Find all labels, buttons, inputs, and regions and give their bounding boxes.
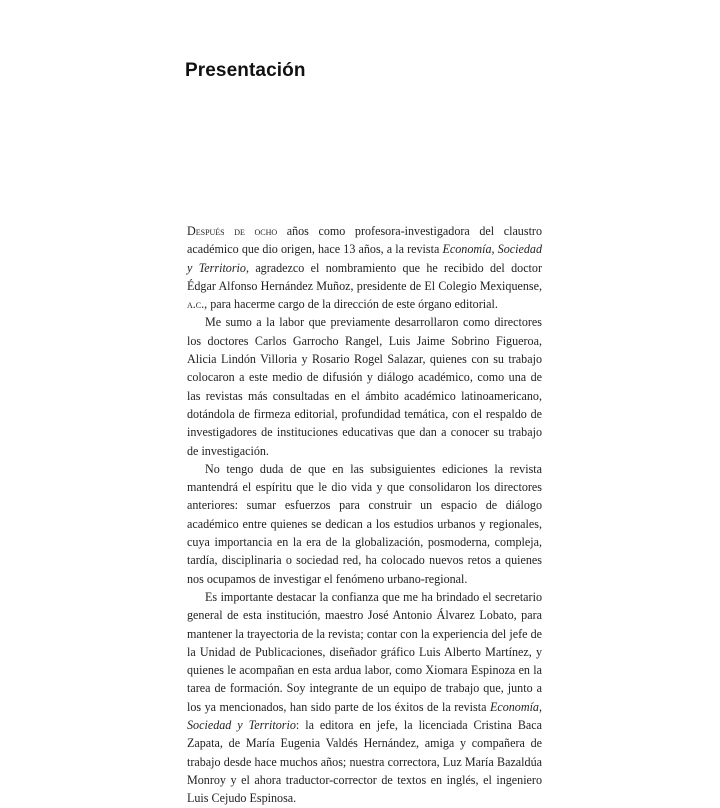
paragraph-2: Me sumo a la labor que previamente desarrollaron como directores los doctores Carlos Garrocho Rangel, Luis Jaime Sobrino Figueroa, Alicia Lindón Villoria y Rosario Rogel Salazar, quienes con su trabajo colocaron a este medio de difusión y diálogo académico, como una de las revistas más consultadas en el ámbito académico latinoamericano, dotándola de firmeza editorial, profundidad temática, con el respaldo de investigadores de instituciones educativas que dan a conocer su trabajo de investigación. [187, 315, 542, 458]
journal-title: Economía, Sociedad y Territorio [187, 242, 542, 275]
paragraph-4-text-a: Es importante destacar la confianza que me ha brindado el secretario general de esta institución, maestro José Antonio Álvarez Lobato, para mantener la trayectoria de la revista; contar con la experiencia del jefe de la Unidad de Publicaciones, diseñador gráfico Luis Alberto Martínez, y quienes le acompañan en esta ardua labor, como Xiomara Espinoza en la tarea de formación. Soy integrante de un equipo de trabajo que, junto a los ya mencionados, han sido parte de los éxitos de la revista [187, 589, 542, 714]
paragraph-1-text-b: , agradezco el nombramiento que he recibido del doctor Édgar Alfonso Hernández Muñoz, presidente de El Colegio Mexiquense, [187, 260, 542, 293]
page-title: Presentación [185, 60, 306, 81]
lead-small-caps: Después de ocho [187, 224, 278, 238]
paragraph-3: No tengo duda de que en las subsiguientes ediciones la revista mantendrá el espíritu que le dio vida y que consolidaron los directores anteriores: sumar esfuerzos para construir un espacio de diálogo académico entre quienes se dedican a los estudios urbanos y regionales, cuya importancia en la era de la globalización, posmoderna, compleja, tardía, disciplinaria o sociedad red, ha colocado nuevos retos a quienes nos ocupamos de investigar el fenómeno urbano-regional. [187, 461, 542, 586]
paragraph-1-text-c: , para hacerme cargo de la dirección de este órgano editorial. [204, 297, 498, 312]
paragraph-1 [187, 222, 542, 313]
paragraph-4-text-b: : la editora en jefe, la licenciada Cristina Baca Zapata, de María Eugenia Valdés Hernández, amiga y compañera de trabajo desde hace muchos años; nuestra correctora, Luz María Bazaldúa Monroy y el ahora traductor-corrector de textos en inglés, el ingeniero Luis Cejudo Espinosa. [187, 718, 542, 806]
paragraph-4 [187, 588, 542, 808]
ac-abbreviation: a.c. [187, 297, 205, 312]
journal-title: Economía, Sociedad y Territorio [187, 699, 542, 733]
paragraph-1-text-a: años como profesora-investigadora del claustro académico que dio origen, hace 13 años, a la revista [187, 224, 542, 257]
